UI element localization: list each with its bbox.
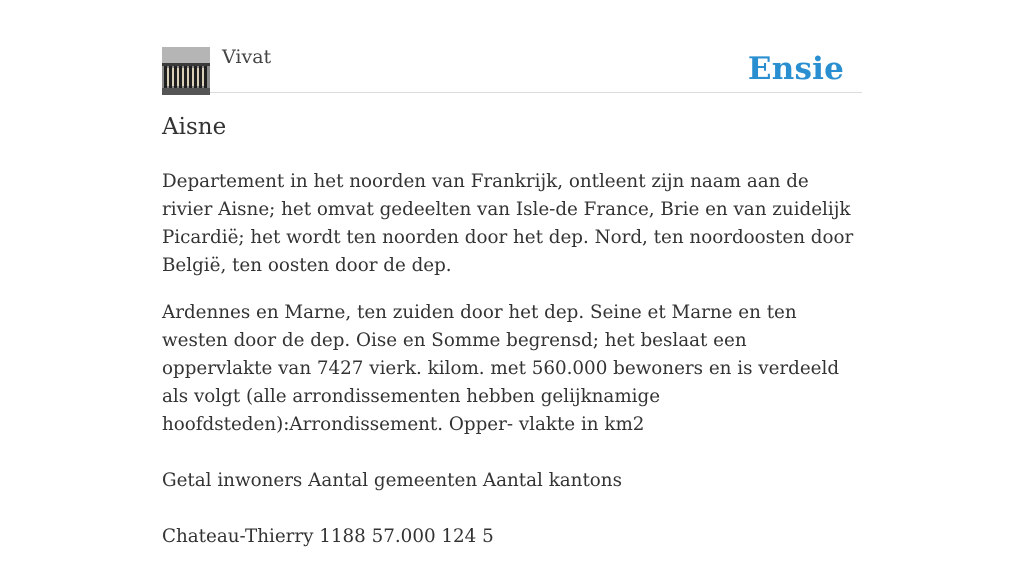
entry-paragraph: Ardennes en Marne, ten zuiden door het dep. Seine et Marne en ten westen door de dep. Oise en Somme begrensd; het beslaat een oppervlakte van 7427 vierk. kilom. met 560.000 bewoners en is verdeeld als volgt (alle arrondissementen hebben gelijknamige hoofdsteden):Arrondissement. Opper- vlakte in km2 Getal inwoners Aantal gemeenten Aantal kantons Chateau-Thierry 1188 57.000 124 5 xyxy=(162,302,840,547)
entry-title: Aisne xyxy=(162,114,227,140)
bookshelf-avatar-icon xyxy=(162,47,210,95)
site-logo[interactable]: Ensie xyxy=(747,51,844,87)
author-avatar[interactable] xyxy=(162,47,210,95)
site-header xyxy=(162,44,862,93)
author-name[interactable]: Vivat xyxy=(222,46,272,68)
entry-body xyxy=(162,168,862,570)
entry-paragraph: Departement in het noorden van Frankrijk, ontleent zijn naam aan de rivier Aisne; het omvat gedeelten van Isle-de France, Brie en van zuidelijk Picardië; het wordt ten noorden door het dep. Nord, ten noordoosten door België, ten oosten door de dep. xyxy=(162,171,854,276)
